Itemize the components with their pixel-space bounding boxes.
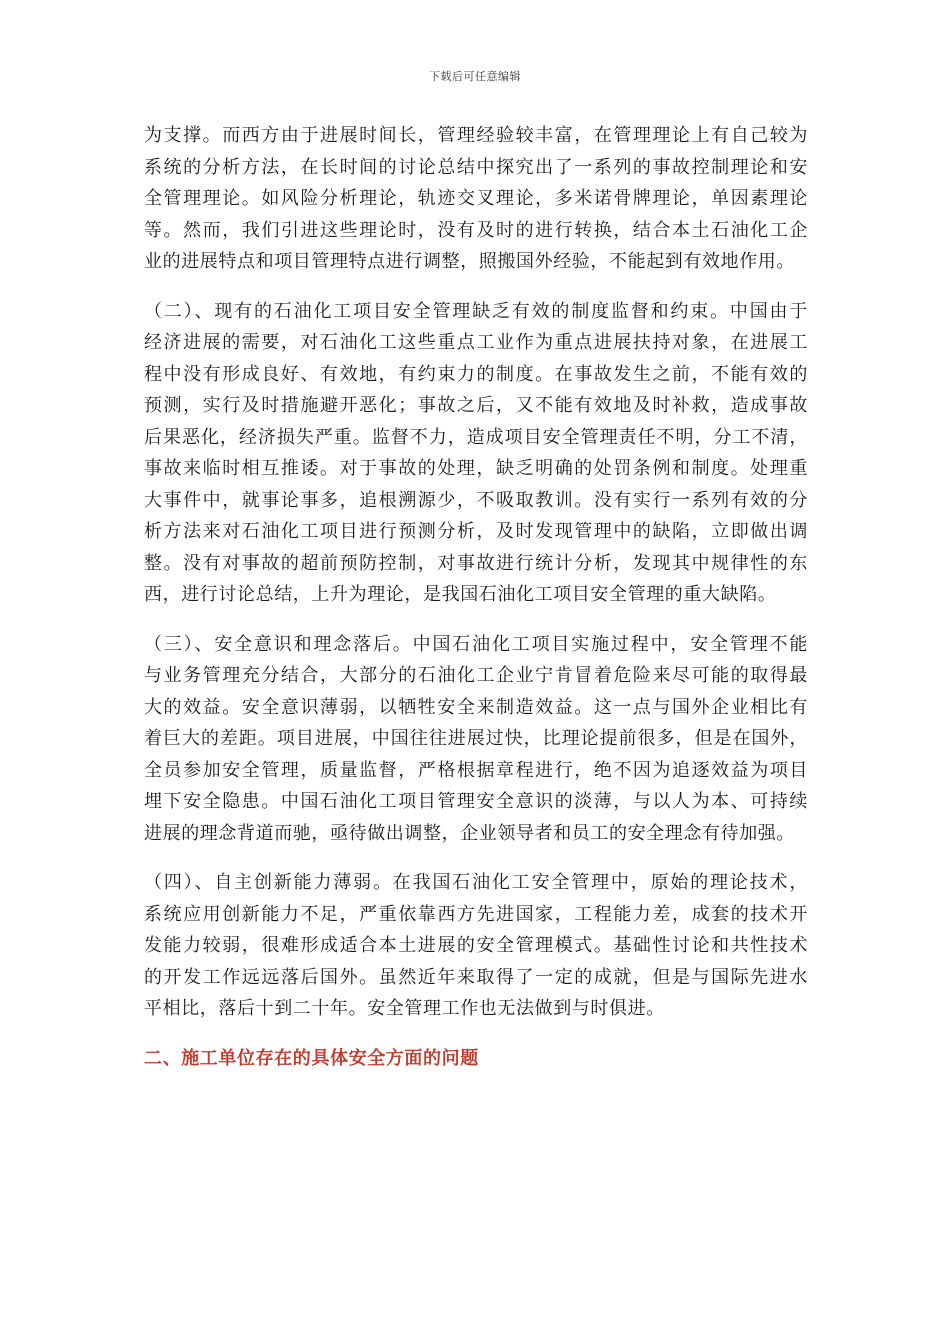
text-line: 大的效益。安全意识薄弱，以牺牲安全来制造效益。这一点与国外企业相比有 [144, 696, 808, 718]
paragraph-section-4 [144, 867, 808, 1025]
text-line: 系统的分析方法，在长时间的讨论总结中探究出了一系列的事故控制理论和安 [144, 156, 808, 178]
text-line: 整。没有对事故的超前预防控制，对事故进行统计分析，发现其中规律性的东 [144, 552, 808, 574]
text-line: 的开发工作远远落后国外。虽然近年来取得了一定的成就，但是与国际先进水 [144, 966, 808, 988]
section-heading: 二、施工单位存在的具体安全方面的问题 [144, 1047, 479, 1069]
text-line: 全管理理论。如风险分析理论，轨迹交叉理论，多米诺骨牌理论，单因素理论 [144, 188, 808, 209]
text-line: 大事件中，就事论事多，追根溯源少，不吸取教训。没有实行一系列有效的分 [144, 489, 808, 511]
text-line: 后果恶化，经济损失严重。监督不力，造成项目安全管理责任不明，分工不清， [144, 426, 808, 448]
text-line: （三）、安全意识和理念落后。中国石油化工项目实施过程中，安全管理不能 [144, 633, 808, 655]
text-line: 埋下安全隐患。中国石油化工项目管理安全意识的淡薄，与以人为本、可持续 [144, 791, 808, 812]
text-line: 平相比，落后十到二十年。安全管理工作也无法做到与时俱进。 [144, 998, 665, 1019]
document-body [144, 120, 808, 1074]
paragraph-section-2 [144, 296, 808, 611]
text-line: 事故来临时相互推诿。对于事故的处理，缺乏明确的处罚条例和制度。处理重 [144, 458, 808, 479]
text-line: 全员参加安全管理，质量监督，严格根据章程进行，绝不因为追逐效益为项目 [144, 759, 808, 781]
text-line: 发能力较弱，很难形成适合本土进展的安全管理模式。基础性讨论和共性技术 [144, 935, 808, 956]
text-line: 为支撑。而西方由于进展时间长，管理经验较丰富，在管理理论上有自己较为 [144, 125, 808, 146]
text-line: 着巨大的差距。项目进展，中国往往进展过快，比理论提前很多，但是在国外， [144, 728, 808, 749]
text-line: 业的进展特点和项目管理特点进行调整，照搬国外经验，不能起到有效地作用。 [144, 251, 795, 272]
text-line: 经济进展的需要，对石油化工这些重点工业作为重点进展扶持对象，在进展工 [144, 332, 808, 353]
text-line: （二）、现有的石油化工项目安全管理缺乏有效的制度监督和约束。中国由于 [144, 300, 808, 322]
page-header: 下载后可任意编辑 [429, 70, 521, 83]
text-line: 西，进行讨论总结，上升为理论，是我国石油化工项目安全管理的重大缺陷。 [144, 584, 777, 605]
text-line: （四）、自主创新能力薄弱。在我国石油化工安全管理中，原始的理论技术， [144, 872, 808, 893]
text-line: 等。然而，我们引进这些理论时，没有及时的进行转换，结合本土石油化工企 [144, 219, 808, 241]
paragraph-intro [144, 120, 808, 278]
text-line: 析方法来对石油化工项目进行预测分析，及时发现管理中的缺陷，立即做出调 [144, 521, 808, 542]
paragraph-section-3 [144, 629, 808, 850]
text-line: 进展的理念背道而驰，亟待做出调整，企业领导者和员工的安全理念有待加强。 [144, 822, 795, 844]
text-line: 系统应用创新能力不足，严重依靠西方先进国家，工程能力差，成套的技术开 [144, 903, 808, 925]
text-line: 与业务管理充分结合，大部分的石油化工企业宁肯冒着危险来尽可能的取得最 [144, 665, 808, 686]
text-line: 预测，实行及时措施避开恶化；事故之后，又不能有效地及时补救，造成事故 [144, 395, 808, 416]
text-line: 程中没有形成良好、有效地，有约束力的制度。在事故发生之前，不能有效的 [144, 363, 808, 385]
